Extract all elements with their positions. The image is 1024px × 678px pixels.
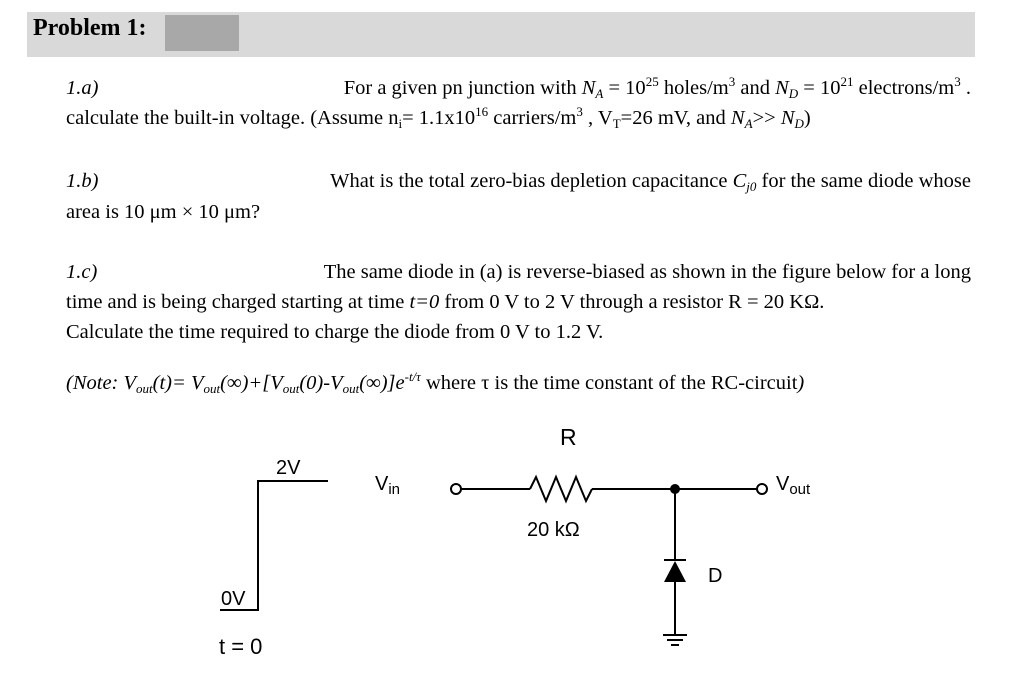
- vin-label: $V_{in}$: [375, 473, 401, 498]
- diode-label: D: [708, 565, 723, 587]
- step-low-label: 0V: [221, 588, 246, 610]
- problem-1c-tag: 1.c): [66, 261, 98, 283]
- problem-1c-line-2: time and is being charged starting at time t=0 from 0 V to 2 V through a resistor R = 20 KΩ.: [66, 291, 825, 313]
- step-time-label: t = 0: [219, 634, 263, 659]
- vin-terminal: [451, 484, 461, 494]
- problem-1b-text: What is the total zero-bias depletion capacitance $C_{j0}$ for the same diode whose: [330, 170, 971, 194]
- problem-1b-line-2: area is 10 μm × 10 μm?: [66, 201, 261, 223]
- problem-1c-note: (Note: $V_{out}(t)= V_{out}(\infty)+[V_{out}(0)-V_{out}(\infty)]e^{-t/\tau}$ where τ is the time constant of the RC-circuit): [66, 369, 805, 396]
- problem-title: Problem 1:: [33, 15, 147, 41]
- resistor-label: R: [560, 424, 577, 450]
- resistor-symbol: [530, 477, 592, 501]
- problem-1c-line-1: 1.c) The same diode in (a) is reverse-biased as shown in the figure below for a long: [66, 261, 971, 283]
- step-high-label: 2V: [276, 457, 301, 479]
- vout-label: $V_{out}$: [776, 473, 811, 498]
- problem-1a-tag: 1.a): [66, 77, 99, 99]
- resistor-value: 20 kΩ: [527, 519, 580, 541]
- problem-1b-tag: 1.b): [66, 170, 99, 192]
- problem-1a-text: For a given pn junction with $N_A = 10^{25}$ holes/$m^3$ and $N_D = 10^{21}$ electrons/$m^3$ .: [343, 74, 971, 101]
- diode-symbol: [664, 561, 686, 582]
- problem-1c-line-3: Calculate the time required to charge the diode from 0 V to 1.2 V.: [66, 321, 604, 343]
- vout-terminal: [757, 484, 767, 494]
- problem-1a-line-2: calculate the built-in voltage. (Assume $n_i= 1.1x10^{16}$ carriers/$m^3$ , $V_T=26$ mV, and $N_A>> N_D$): [66, 104, 811, 131]
